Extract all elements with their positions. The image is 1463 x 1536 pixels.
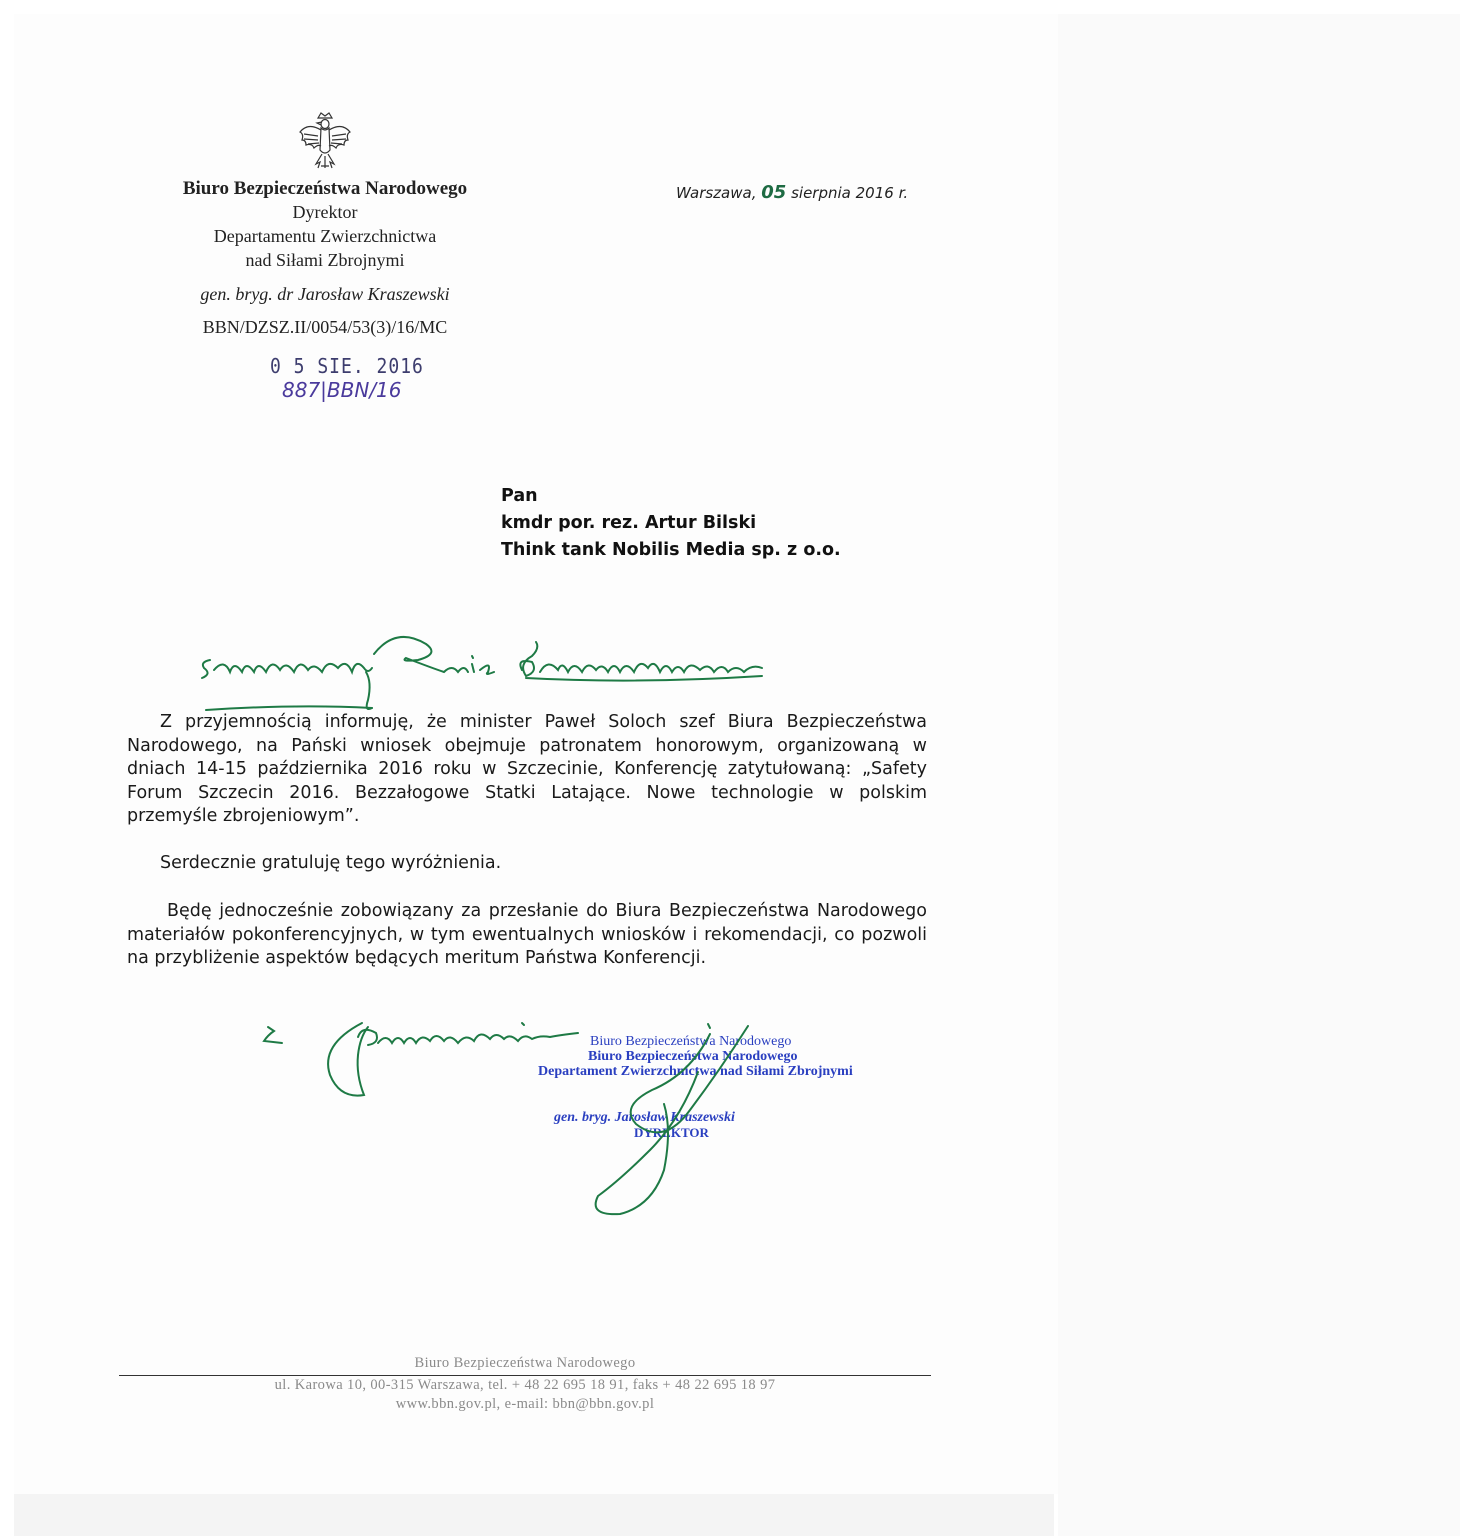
addressee-name: kmdr por. rez. Artur Bilski: [501, 513, 757, 533]
scan-margin-right: [1058, 14, 1460, 1536]
addressee-salutation: Pan: [501, 486, 538, 506]
date-day-handwritten: 05: [761, 182, 787, 203]
header-line-title: Dyrektor: [292, 202, 358, 222]
body-paragraph-3: Będę jednocześnie zobowiązany za przesłanie do Biura Bezpieczeństwa Narodowego materiałów pokonferencyjnych, w tym ewentualnych wniosków i rekomendacji, co pozwoli na przybliżenie aspektów będących meritum Państwa Konferencji.: [127, 901, 927, 968]
header-line-unit: nad Siłami Zbrojnymi: [245, 250, 405, 270]
dateline: [676, 182, 908, 203]
handwritten-closing: [260, 1015, 580, 1105]
footer-address: ul. Karowa 10, 00-315 Warszawa, tel. + 48 22 695 18 91, faks + 48 22 695 18 97: [274, 1377, 776, 1393]
stamp-institution-bold: Biuro Bezpieczeństwa Narodowego: [588, 1049, 798, 1064]
footer-divider: [119, 1375, 931, 1376]
body-paragraph-1: Z przyjemnością informuję, że minister Paweł Soloch szef Biura Bezpieczeństwa Narodowego, na Pański wniosek obejmuje patronatem honorowym, organizowaną w dniach 14-15 października 2016 roku w Szczecinie, Konferencję zatytułowaną: „Safety Forum Szczecin 2016. Bezzałogowe Statki Latające. Nowe technologie w polskim przemyśle zbrojeniowym”.: [127, 712, 927, 826]
registration-date-stamp: 0 5 SIE. 2016: [270, 354, 424, 379]
stamp-officer-title: DYREKTOR: [634, 1125, 709, 1140]
header-line-department: Departamentu Zwierzchnictwa: [213, 226, 437, 246]
registration-number: 887|BBN/16: [282, 378, 402, 402]
scan-margin-bottom: [14, 1494, 1054, 1536]
reference-number: BBN/DZSZ.II/0054/53(3)/16/MC: [202, 317, 448, 337]
officer-name: gen. bryg. dr Jarosław Kraszewski: [200, 284, 450, 304]
addressee-block: [501, 483, 841, 564]
handwritten-salutation: [196, 628, 776, 718]
footer-institution: Biuro Bezpieczeństwa Narodowego: [414, 1355, 636, 1371]
polish-eagle-emblem-icon: [294, 110, 356, 172]
institution-name: Biuro Bezpieczeństwa Narodowego: [182, 178, 468, 199]
handwritten-signature: [580, 1020, 780, 1230]
stamp-institution: Biuro Bezpieczeństwa Narodowego: [590, 1034, 792, 1049]
addressee-organization: Think tank Nobilis Media sp. z o.o.: [501, 540, 841, 560]
date-city: Warszawa,: [676, 184, 757, 202]
footer-web: www.bbn.gov.pl, e-mail: bbn@bbn.gov.pl: [395, 1396, 655, 1412]
stamp-department: Departament Zwierzchnictwa nad Siłami Zbrojnymi: [538, 1064, 853, 1079]
letterhead: [150, 110, 500, 338]
date-rest: sierpnia 2016 r.: [786, 184, 909, 202]
body-paragraph-2: Serdecznie gratuluję tego wyróżnienia.: [160, 853, 502, 873]
stamp-officer-name: gen. bryg. Jarosław Kraszewski: [554, 1110, 735, 1125]
